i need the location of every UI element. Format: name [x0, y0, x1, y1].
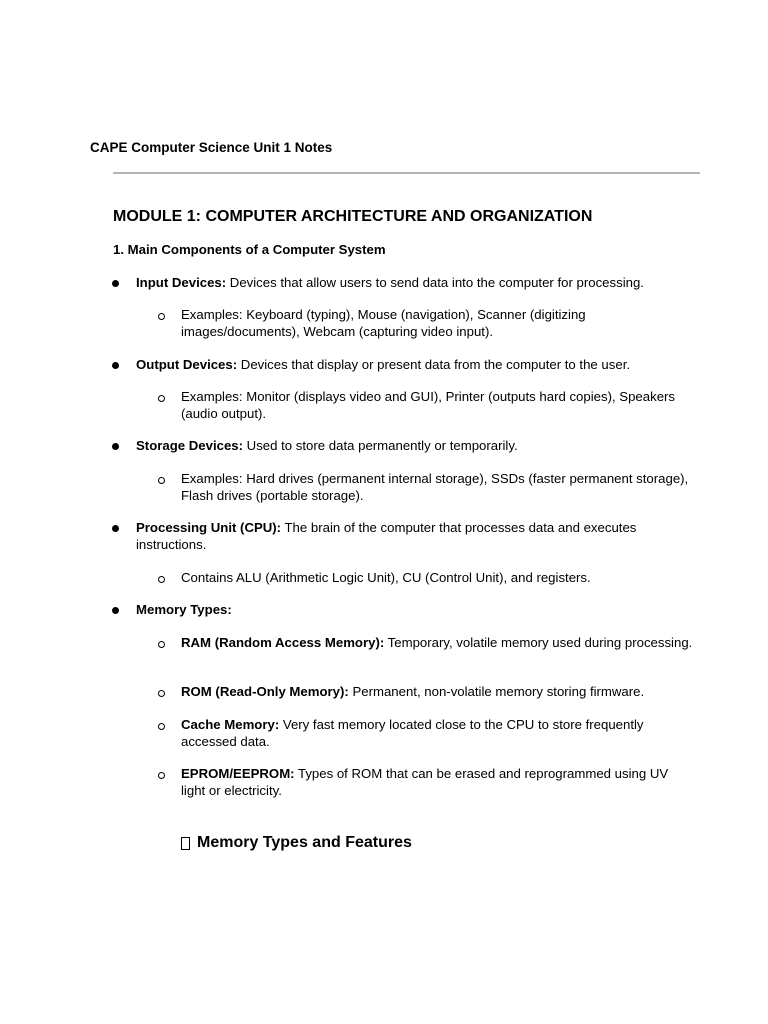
sub-item-cache	[181, 717, 696, 750]
bullet-dot-icon	[112, 280, 119, 287]
item-label: Cache Memory:	[181, 717, 280, 732]
sub-item-input-examples: Examples: Keyboard (typing), Mouse (navigation), Scanner (digitizing images/documents), Webcam (capturing video input).	[181, 307, 586, 339]
horizontal-rule	[113, 172, 700, 174]
item-text: The brain of the computer that processes data and executes instructions.	[136, 520, 637, 552]
bullet-circle-icon	[158, 576, 165, 583]
bullet-dot-icon	[112, 607, 119, 614]
sub-item-storage-examples: Examples: Hard drives (permanent internal storage), SSDs (faster permanent storage), Flash drives (portable storage).	[181, 471, 689, 503]
list-item-output-devices	[136, 357, 696, 374]
sub-item-ram	[181, 635, 696, 652]
bullet-circle-icon	[158, 690, 165, 697]
item-label: Input Devices:	[136, 275, 227, 290]
item-text: Devices that display or present data from the computer to the user.	[237, 357, 631, 372]
item-text: Temporary, volatile memory used during processing.	[384, 635, 693, 650]
sub-item-output-examples: Examples: Monitor (displays video and GUI), Printer (outputs hard copies), Speakers (audio output).	[181, 389, 676, 421]
item-text: Devices that allow users to send data into the computer for processing.	[226, 275, 644, 290]
item-label: ROM (Read-Only Memory):	[181, 684, 349, 699]
item-text: Very fast memory located close to the CPU to store frequently accessed data.	[181, 717, 644, 749]
bullet-circle-icon	[158, 723, 165, 730]
missing-glyph-box-icon	[181, 837, 190, 850]
item-label: Memory Types:	[136, 602, 232, 617]
section-heading: 1. Main Components of a Computer System	[113, 242, 386, 257]
sub-item-rom	[181, 684, 696, 701]
memory-heading-text: Memory Types and Features	[197, 834, 412, 851]
module-title: MODULE 1: COMPUTER ARCHITECTURE AND ORGANIZATION	[113, 208, 593, 225]
sub-item-eprom	[181, 766, 696, 799]
bullet-dot-icon	[112, 443, 119, 450]
bullet-circle-icon	[158, 772, 165, 779]
item-text: Permanent, non-volatile memory storing firmware.	[348, 684, 645, 699]
bullet-circle-icon	[158, 641, 165, 648]
bullet-circle-icon	[158, 395, 165, 402]
list-item-memory-types	[136, 602, 696, 619]
item-label: RAM (Random Access Memory):	[181, 635, 385, 650]
item-label: Output Devices:	[136, 357, 238, 372]
sub-item-cpu-contents: Contains ALU (Arithmetic Logic Unit), CU (Control Unit), and registers.	[181, 570, 591, 585]
bullet-dot-icon	[112, 362, 119, 369]
item-label: EPROM/EEPROM:	[181, 766, 295, 781]
list-item-processing-unit	[136, 520, 696, 553]
list-item-storage-devices	[136, 438, 696, 455]
item-label: Storage Devices:	[136, 438, 244, 453]
list-item-input-devices	[136, 275, 696, 292]
bullet-circle-icon	[158, 477, 165, 484]
bullet-dot-icon	[112, 525, 119, 532]
document-header-title: CAPE Computer Science Unit 1 Notes	[90, 140, 333, 155]
memory-types-features-heading	[181, 833, 412, 853]
item-text: Types of ROM that can be erased and reprogrammed using UV light or electricity.	[181, 766, 669, 798]
item-label: Processing Unit (CPU):	[136, 520, 282, 535]
item-text: Used to store data permanently or temporarily.	[243, 438, 518, 453]
bullet-circle-icon	[158, 313, 165, 320]
